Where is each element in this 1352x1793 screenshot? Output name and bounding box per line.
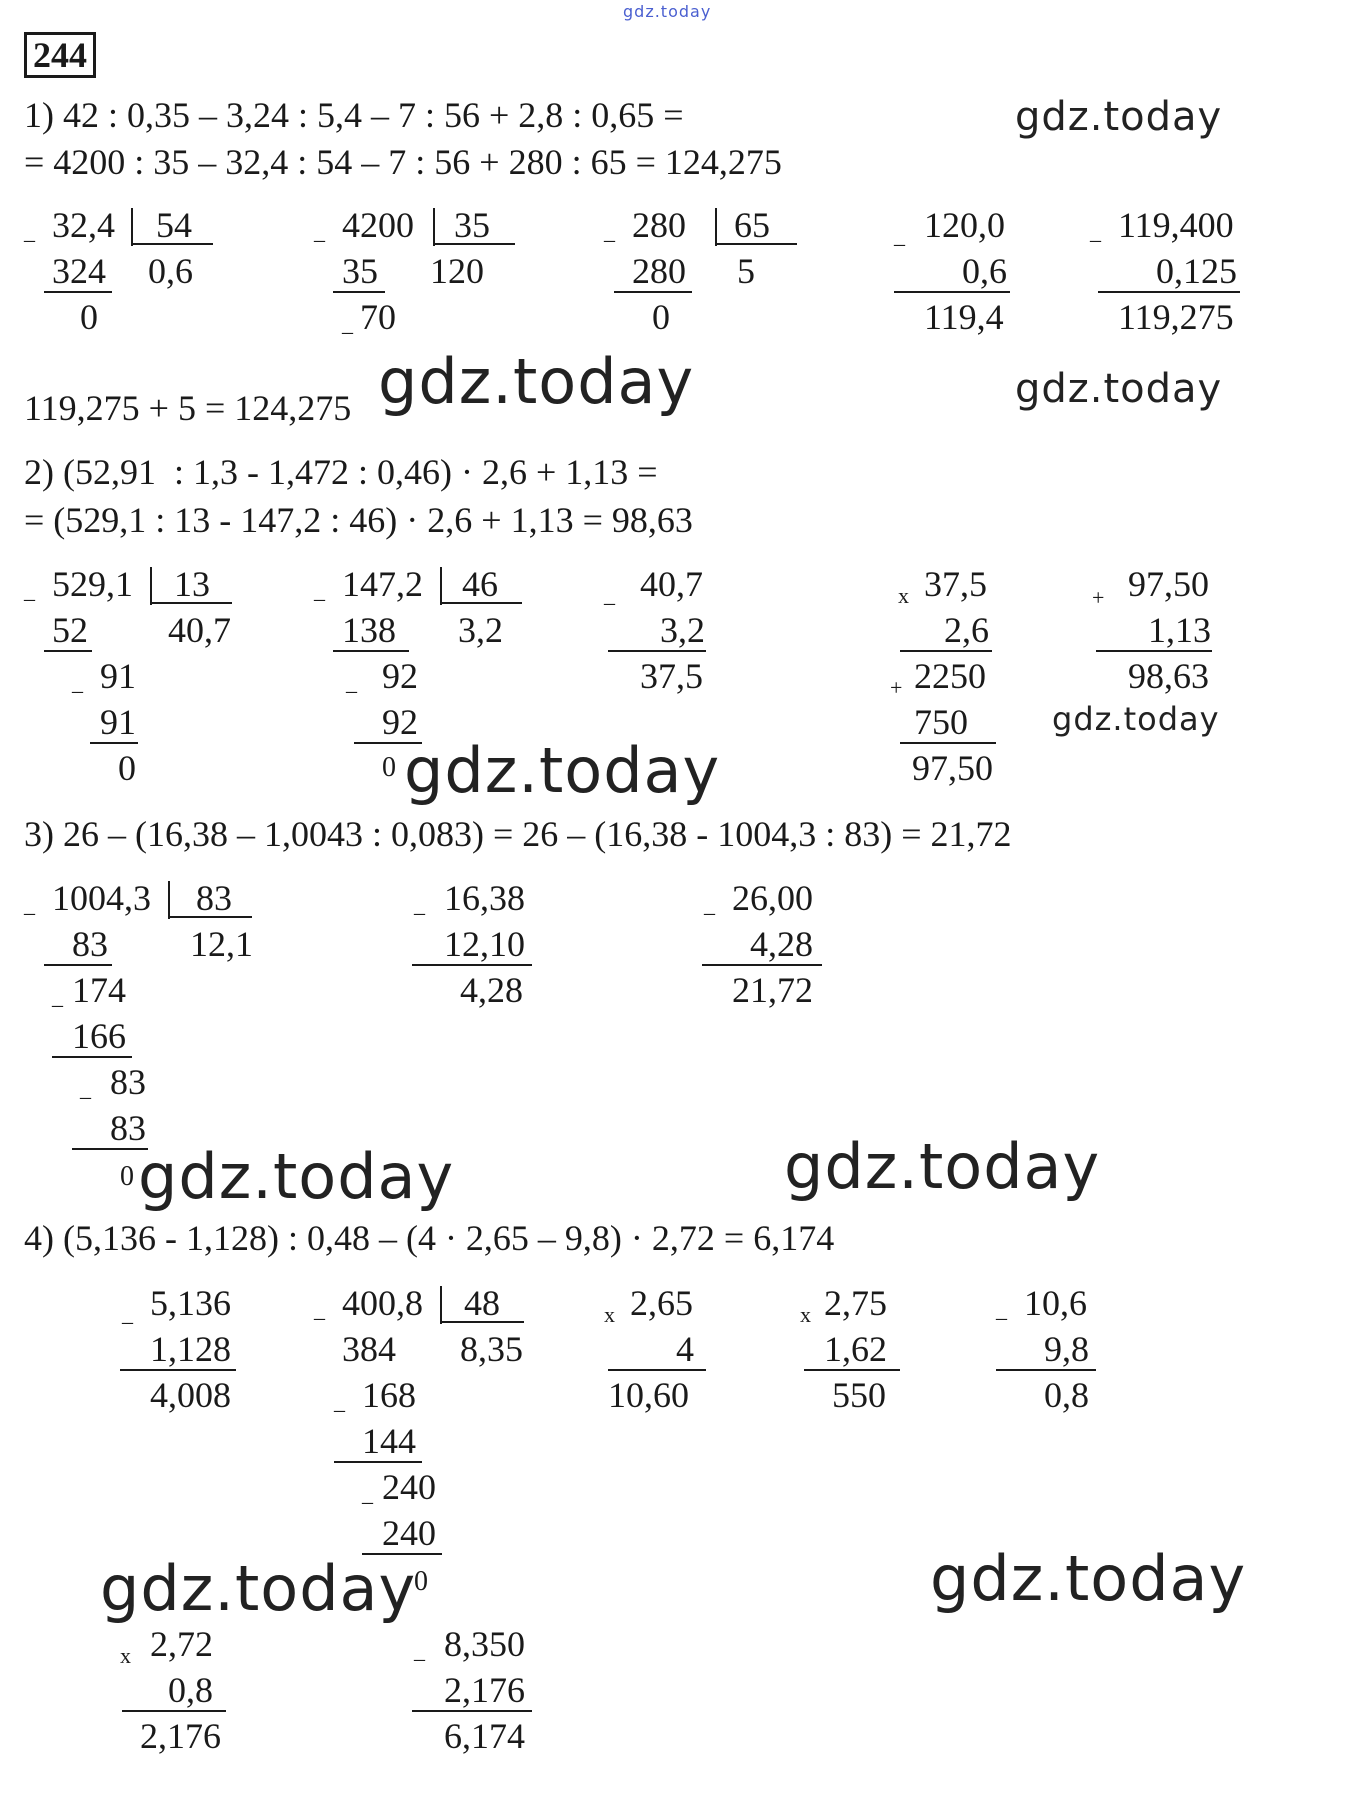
watermark: gdz.today: [1015, 366, 1223, 412]
watermark: gdz.today: [100, 1552, 417, 1625]
watermark: gdz.today: [378, 345, 695, 418]
watermark-small: gdz.today: [623, 2, 712, 21]
watermark: gdz.today: [1015, 94, 1223, 140]
p1-line2: = 4200 : 35 – 32,4 : 54 – 7 : 56 + 280 : 65 = 124,275: [24, 142, 782, 182]
p2-line1: 2) (52,91 : 1,3 - 1,472 : 0,46) · 2,6 + 1,13 =: [24, 452, 658, 492]
p1-final: 119,275 + 5 = 124,275: [24, 388, 352, 428]
watermark: gdz.today: [404, 734, 721, 807]
watermark: gdz.today: [138, 1140, 455, 1213]
p1-line1: 1) 42 : 0,35 – 3,24 : 5,4 – 7 : 56 + 2,8 : 0,65 =: [24, 95, 684, 135]
p2-line2: = (529,1 : 13 - 147,2 : 46) · 2,6 + 1,13 = 98,63: [24, 500, 693, 540]
watermark: gdz.today: [1052, 700, 1220, 738]
watermark: gdz.today: [930, 1542, 1247, 1615]
watermark: gdz.today: [784, 1130, 1101, 1203]
solution-page: gdz.today 244 1) 42 : 0,35 – 3,24 : 5,4 – 7 : 56 + 2,8 : 0,65 = = 4200 : 35 – 32,4 : 54 – 7 : 56 + 280 : 65 = 124,275 gdz.today _ 32,4 54 324 0,6 0 _ 4200 35 35 120 _ 70 _ 280 65 280 5 0 _ 120,0 0,6 119,4 _ 119,400 0,125 119,275 119,275 + 5 = 124,275 gdz.today gdz.today 2) (52,91 : 1,3 - 1,472 : 0,46) · 2,6 + 1,13 = = (529,1 : 13 - 147,2 : 46) · 2,6 + 1,13 = 98,63 _ 529,1 13 52 40,7 _ 91 91 0 _ 147,2 46 138 3,2 _ 92 92 0 gdz.today _ 40,7 3,2 37,5 x 37,5 2,6 + 2250 750 97,50 + 97,50 1,13 98,63 gdz.today 3) 26 – (16,38 – 1,0043 : 0,083) = 26 – (16,38 - 1004,3 : 83) = 21,72 _ 1004,3 83 83 12,1 _ 174 166 _ 83 83 0 _ 16,38 12,10 4,28 _ 26,00 4,28 21,72 gdz.today gdz.today 4) (5,136 - 1,128) : 0,48 – (4 · 2,65 – 9,8) · 2,72 = 6,174 _ 5,136 1,128 4,008 _ 400,8 48 384 8,35 _ 168 144 _ 240 240 0 x 2,65 4 10,60 x 2,75 1,62 550 _ 10,6 9,8 0,8 gdz.today gdz.today x 2,72 0,8 2,176 _ 8,350 2,176 6,174: [24, 2, 1247, 1756]
p4-line1: 4) (5,136 - 1,128) : 0,48 – (4 · 2,65 – 9,8) · 2,72 = 6,174: [24, 1218, 835, 1258]
problem-number: 244: [24, 32, 96, 78]
p3-line1: 3) 26 – (16,38 – 1,0043 : 0,083) = 26 – (16,38 - 1004,3 : 83) = 21,72: [24, 814, 1012, 854]
